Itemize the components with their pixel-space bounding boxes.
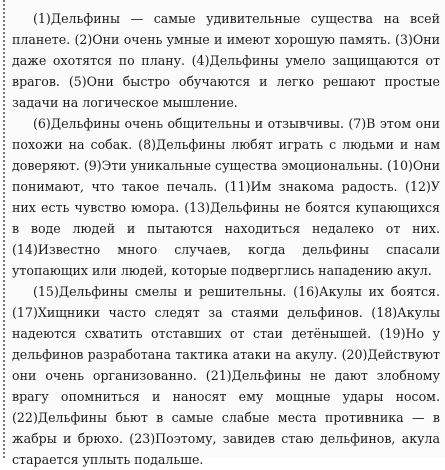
paragraph-2: (6)Дельфины очень общительны и отзывчивы. (7)В этом они похожи на собак. (8)Дельфины любят играть с людьми и нам доверяют. (9)Эти уникальные существа эмоциональны. (10)Они понимают, что такое печаль. (11)Им знакома радость. (12)У них есть чувство юмора. (13)Дельфины не боятся купающихся в воде людей и пытаются находиться недалеко от них. (14)Известно много случаев, когда дельфины спасали утопающих или людей, которые подверглись нападению акул.	[12, 116, 440, 278]
paragraph-3: (15)Дельфины смелы и решительны. (16)Акулы их боятся. (17)Хищники часто следят за стаями дельфинов. (18)Акулы надеются схватить отставших от стаи детёнышей. (19)Но у дельфинов разработана тактика атаки на акулу. (20)Действуют они очень организованно. (21)Дельфины не дают злобному врагу опомниться и наносят ему мощные удары носом. (22)Дельфины бьют в самые слабые места противника — в жабры и брюхо. (23)Поэтому, завидев стаю дельфинов, акула старается уплыть подальше.	[12, 284, 440, 467]
binding-dotted-line	[3, 0, 5, 458]
text-body	[12, 8, 440, 470]
paragraph-1: (1)Дельфины — самые удивительные существа на всей планете. (2)Они очень умные и имеют хорошую память. (3)Они даже охотятся по плану. (4)Дельфины умело защищаются от врагов. (5)Они быстро обучаются и легко решают простые задачи на логическое мышление.	[12, 11, 440, 110]
